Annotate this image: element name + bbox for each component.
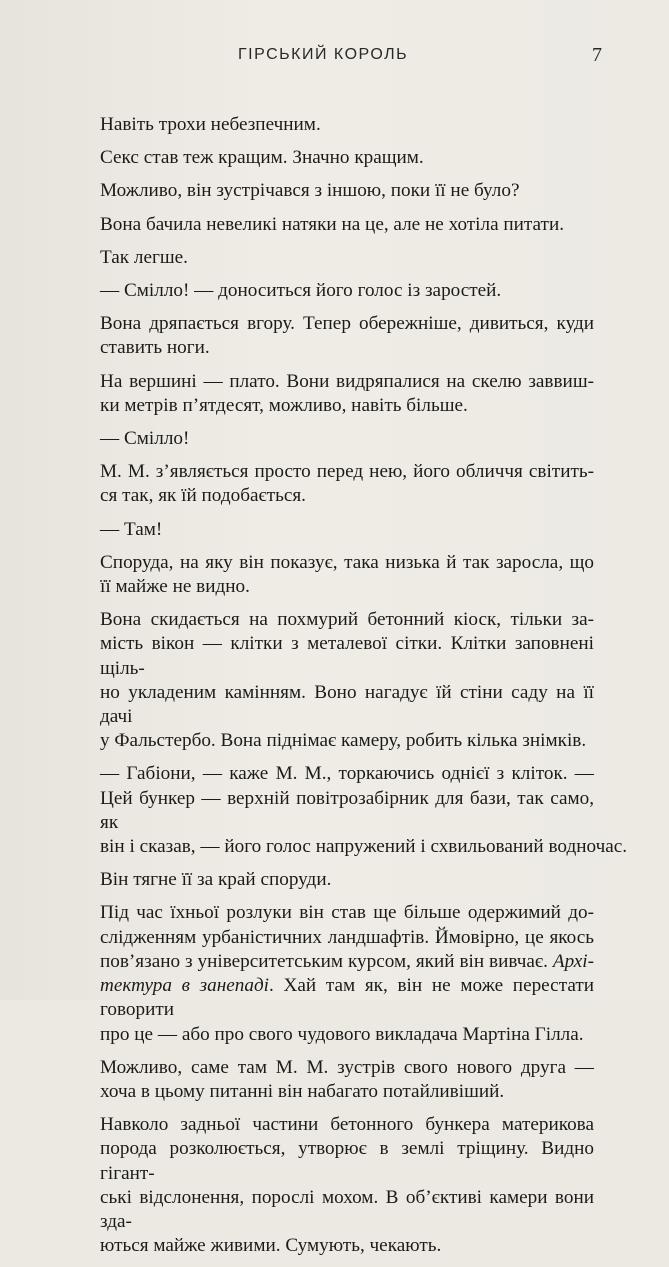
- text-line: її майже не видно.: [100, 576, 250, 598]
- text-line: Під час їхньої розлуки він став ще більше одержимий до-: [100, 902, 594, 924]
- text-line: Можливо, він зустрічався з іншою, поки її не було?: [100, 180, 520, 202]
- text-line: Так легше.: [100, 246, 188, 268]
- text-line: ки метрів п’ятдесят, можливо, навіть більше.: [100, 394, 468, 416]
- text-line-with-italic: [100, 950, 594, 974]
- text-line: — Смілло! — доноситься його голос із заростей.: [100, 280, 502, 302]
- italic-title: Архі-: [552, 950, 595, 972]
- text-line: у Фальстербо. Вона піднімає камеру, робить кілька знімків.: [100, 730, 587, 752]
- paragraph: [100, 868, 594, 892]
- paragraph: [100, 113, 594, 137]
- text-line: М. М. з’являється просто перед нею, його обличчя світить-: [100, 461, 594, 483]
- paragraph: [100, 551, 594, 599]
- paragraph: [100, 179, 594, 203]
- text-line: Вона скидається на похмурий бетонний кіоск, тільки за-: [100, 609, 594, 631]
- text-line: но укладеним камінням. Воно нагадує їй стіни саду на її дачі: [100, 681, 594, 728]
- text-line: мість вікон — клітки з металевої сітки. Клітки заповнені щіль-: [100, 633, 594, 679]
- paragraph: [100, 608, 594, 753]
- body-text: [100, 113, 628, 1267]
- paragraph: [100, 312, 594, 360]
- paragraph: [100, 460, 594, 508]
- paragraph: [100, 762, 628, 859]
- paragraph: [100, 1056, 594, 1104]
- text-line: Він тягне її за край споруди.: [100, 869, 332, 891]
- paragraph: [100, 518, 594, 542]
- paragraph: [100, 246, 594, 270]
- text-line: слідженням урбаністичних ландшафтів. Ймовірно, це якось: [100, 926, 594, 948]
- text-line: Можливо, саме там М. М. зустрів свого нового друга —: [100, 1056, 594, 1078]
- text-line: Навіть трохи небезпечним.: [100, 114, 321, 135]
- text-line: ються майже живими. Сумують, чекають.: [100, 1235, 442, 1257]
- text-line: Секс став теж кращим. Значно кращим.: [100, 147, 424, 169]
- text-line: тектура в занепаді. Хай там як, він не може перестати говорити: [100, 975, 594, 1021]
- text-line: На вершині — плато. Вони видряпалися на скелю заввиш-: [100, 370, 594, 392]
- text-line: Цей бункер — верхній повітрозабірник для бази, так само, як: [100, 787, 594, 833]
- paragraph: [100, 1113, 594, 1258]
- running-head: [0, 44, 669, 68]
- text-run: пов’язано з університетським курсом, який він вивчає.: [100, 950, 548, 972]
- italic-title: тектура в занепаді: [100, 975, 269, 997]
- text-line: Вона бачила невеликі натяки на це, але не хотіла питати.: [100, 213, 565, 235]
- text-line: ставить ноги.: [100, 337, 210, 359]
- text-line: — Там!: [100, 518, 163, 540]
- paragraph: [100, 213, 594, 237]
- text-line: про це — або про свого чудового викладача Мартіна Гілла.: [100, 1023, 584, 1045]
- paragraph: [100, 901, 594, 1046]
- running-head-title: ГІРСЬКИЙ КОРОЛЬ: [238, 46, 409, 63]
- text-line: порода розколюється, утворює в землі тріщину. Видно гігант-: [100, 1138, 594, 1184]
- text-line: Вона дряпається вгору. Тепер обережніше, дивиться, куди: [100, 313, 594, 335]
- paragraph: [100, 370, 594, 418]
- paragraph: [100, 146, 594, 170]
- text-line: хоча в цьому питанні він набагато потайливіший.: [100, 1080, 505, 1102]
- text-line: Споруда, на яку він показує, така низька й так заросла, що: [100, 551, 594, 573]
- text-line: він і сказав, — його голос напружений і схвильований водночас.: [100, 836, 628, 858]
- text-line: — Смілло!: [100, 428, 190, 450]
- text-line: — Габіони, — каже М. М., торкаючись однієї з кліток. —: [100, 763, 594, 785]
- paragraph: [100, 279, 594, 303]
- text-line: ські відслонення, порослі мохом. В об’єктиві камери вони зда-: [100, 1186, 594, 1232]
- page-number: 7: [592, 44, 602, 66]
- text-line: ся так, як їй подобається.: [100, 485, 306, 507]
- text-line: Навколо задньої частини бетонного бункера материкова: [100, 1114, 594, 1136]
- paragraph: [100, 427, 594, 451]
